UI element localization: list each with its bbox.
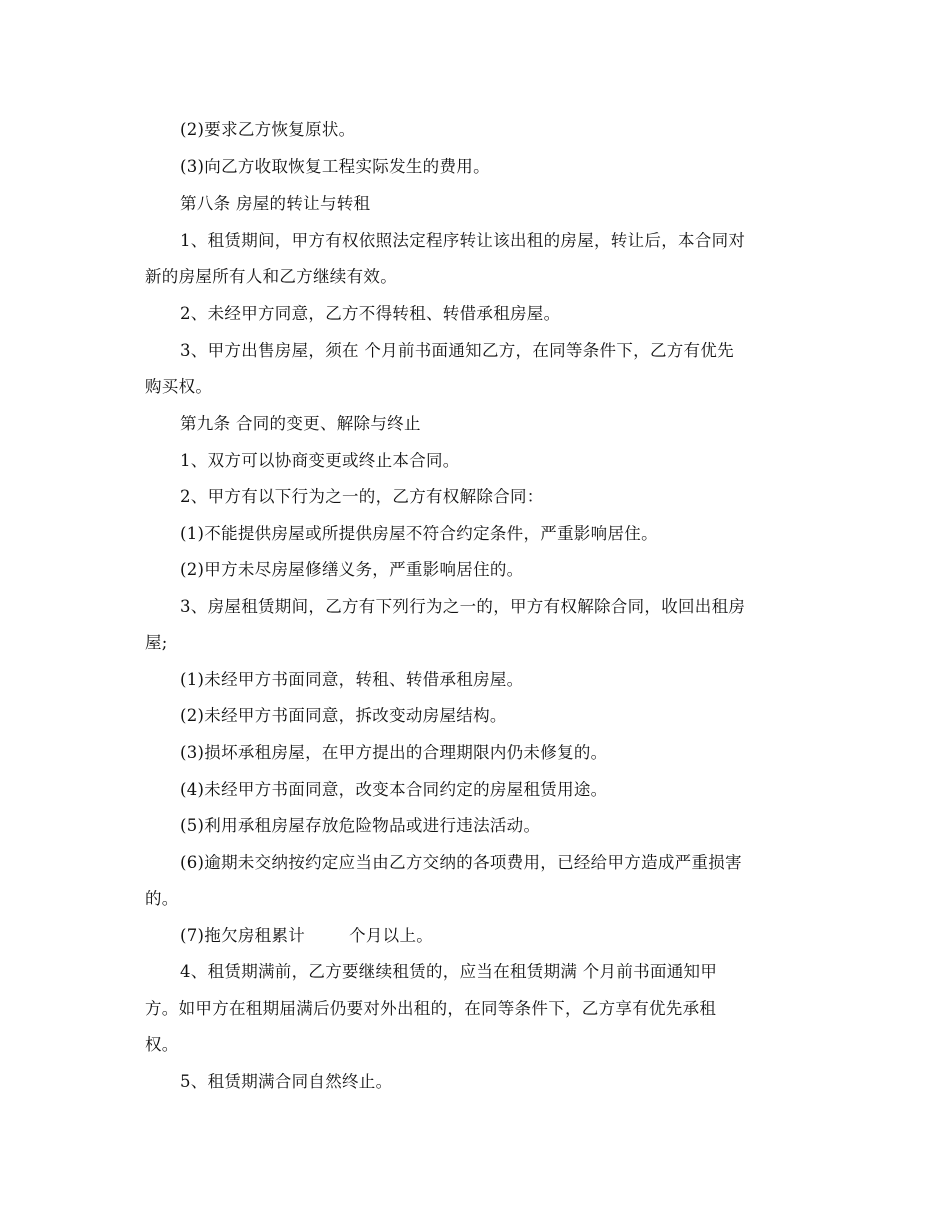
article-9-heading: 第九条 合同的变更、解除与终止 [180,414,421,433]
article-9-item-3-sub-7 [180,924,433,948]
article-8-item-1-line-1: 1、租赁期间，甲方有权依照法定程序转让该出租的房屋，转让后，本合同对 [180,231,746,250]
article-9-item-3-sub-6-line-2: 的。 [145,889,179,908]
article-8-item-1-line-2: 新的房屋所有人和乙方继续有效。 [145,267,397,286]
article-9-item-4-line-3: 权。 [145,1035,179,1054]
article-9-item-1: 1、双方可以协商变更或终止本合同。 [180,451,460,470]
article-9-item-3-sub-6-line-1: (6)逾期未交纳按约定应当由乙方交纳的各项费用，已经给甲方造成严重损害 [180,853,742,872]
clause-8-remedy-3: (3)向乙方收取恢复工程实际发生的费用。 [180,157,490,176]
article-8-item-3-line-2: 购买权。 [145,377,213,396]
sub-7-part-1: (7)拖欠房租累计 [180,926,306,945]
article-9-item-3-sub-3: (3)损坏承租房屋，在甲方提出的合理期限内仍未修复的。 [180,743,608,762]
article-9-item-3-line-1: 3、房屋租赁期间，乙方有下列行为之一的，甲方有权解除合同，收回出租房 [180,597,746,616]
article-9-item-3-line-2: 屋; [145,633,168,652]
article-8-item-2: 2、未经甲方同意，乙方不得转租、转借承租房屋。 [180,304,561,323]
article-8-item-3-line-1: 3、甲方出售房屋，须在 个月前书面通知乙方，在同等条件下，乙方有优先 [180,341,734,360]
article-8-heading: 第八条 房屋的转让与转租 [180,194,371,213]
article-9-item-3-sub-5: (5)利用承租房屋存放危险物品或进行违法活动。 [180,816,541,835]
article-9-item-4-line-2: 方。如甲方在租期届满后仍要对外出租的，在同等条件下，乙方享有优先承租 [145,999,717,1018]
article-9-item-3-sub-2: (2)未经甲方书面同意，拆改变动房屋结构。 [180,706,507,725]
article-9-item-3-sub-4: (4)未经甲方书面同意，改变本合同约定的房屋租赁用途。 [180,780,608,799]
clause-8-remedy-2: (2)要求乙方恢复原状。 [180,120,356,139]
article-9-item-5: 5、租赁期满合同自然终止。 [180,1072,393,1091]
article-9-item-2-sub-1: (1)不能提供房屋或所提供房屋不符合约定条件，严重影响居住。 [180,524,658,543]
article-9-item-4-line-1: 4、租赁期满前，乙方要继续租赁的，应当在租赁期满 个月前书面通知甲 [180,962,718,981]
article-9-item-2: 2、甲方有以下行为之一的，乙方有权解除合同： [180,487,544,506]
article-9-item-2-sub-2: (2)甲方未尽房屋修缮义务，严重影响居住的。 [180,560,524,579]
sub-7-part-2: 个月以上。 [349,926,434,945]
article-9-item-3-sub-1: (1)未经甲方书面同意，转租、转借承租房屋。 [180,670,524,689]
